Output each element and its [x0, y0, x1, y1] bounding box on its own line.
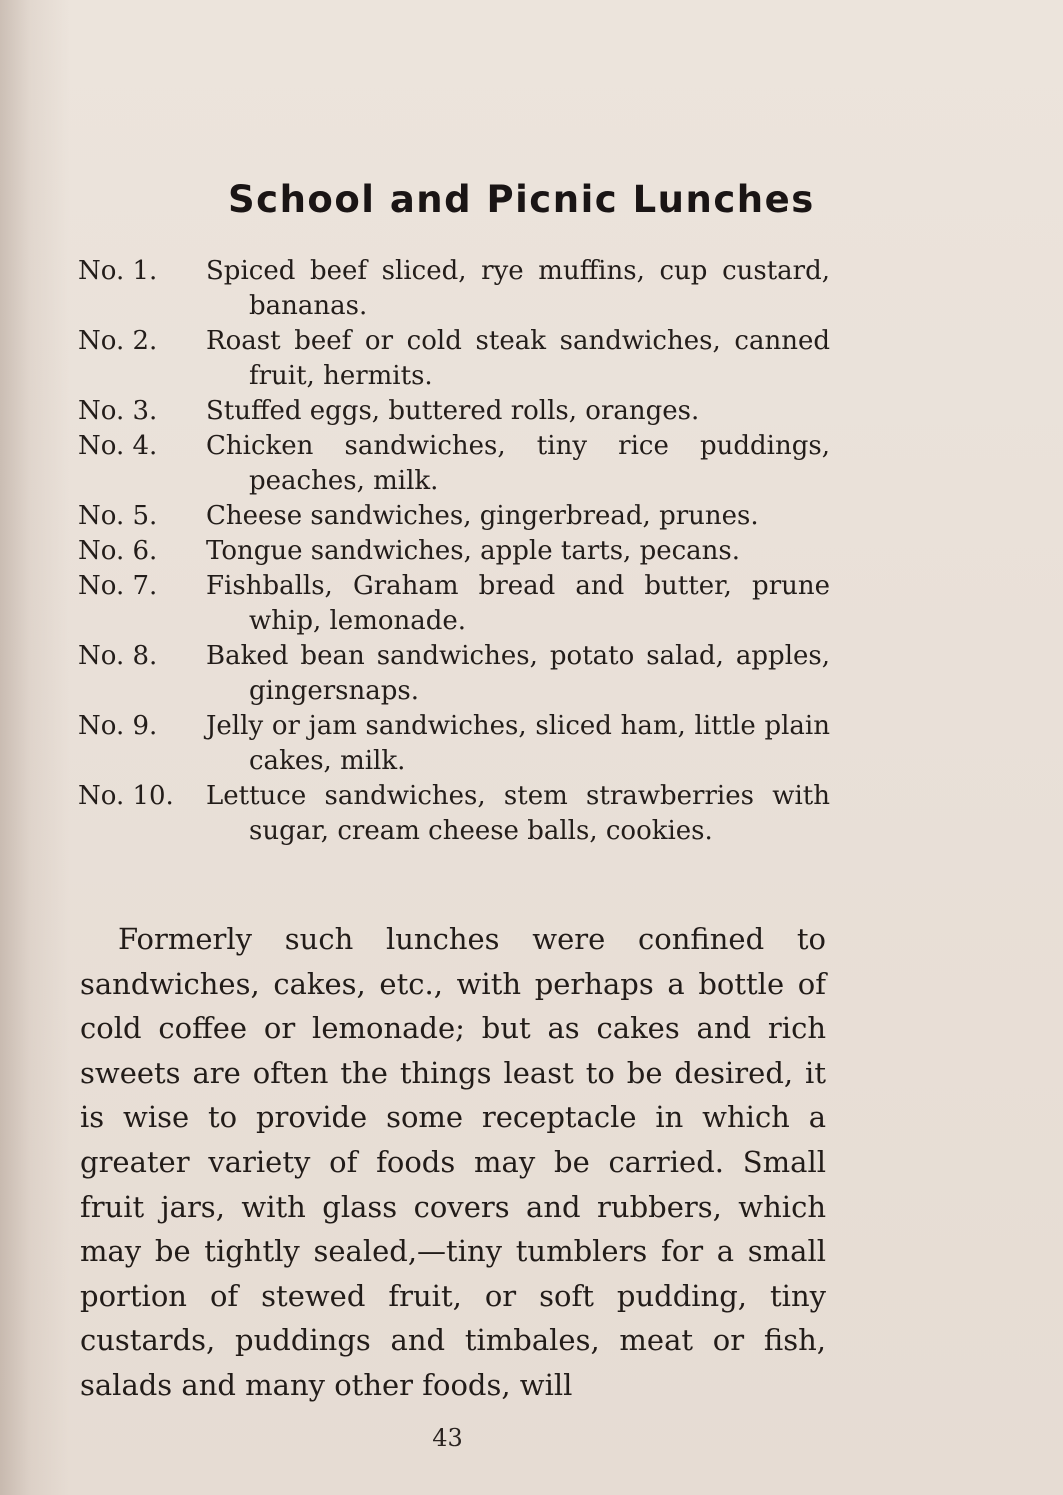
menu-number: No. 3.	[78, 396, 158, 426]
list-item	[78, 394, 830, 429]
menu-number: No. 5.	[78, 501, 158, 531]
menu-text: Roast beef or cold steak sandwiches, canned fruit, hermits.	[206, 326, 830, 391]
menu-number: No. 10.	[78, 781, 174, 811]
menu-number: No. 1.	[78, 256, 158, 286]
menu-text: Cheese sandwiches, gingerbread, prunes.	[206, 501, 759, 531]
menu-text: Jelly or jam sandwiches, sliced ham, little plain cakes, milk.	[206, 711, 830, 776]
list-item	[78, 429, 830, 499]
list-item	[78, 324, 830, 394]
list-item	[78, 254, 830, 324]
menu-number: No. 7.	[78, 571, 158, 601]
menu-number: No. 9.	[78, 711, 158, 741]
menu-text: Baked bean sandwiches, potato salad, apples, gingersnaps.	[206, 641, 830, 706]
list-item	[78, 499, 830, 534]
menu-number: No. 8.	[78, 641, 158, 671]
menu-text: Chicken sandwiches, tiny rice puddings, peaches, milk.	[206, 431, 830, 496]
page-number: 43	[432, 1424, 463, 1452]
menu-number: No. 6.	[78, 536, 158, 566]
menu-text: Spiced beef sliced, rye muffins, cup custard, bananas.	[206, 256, 830, 321]
list-item	[78, 709, 830, 779]
list-item	[78, 569, 830, 639]
list-item	[78, 779, 830, 849]
menu-text: Fishballs, Graham bread and butter, prune whip, lemonade.	[206, 571, 830, 636]
lunch-menu-list	[78, 254, 830, 849]
body-paragraph: Formerly such lunches were confined to sandwiches, cakes, etc., with perhaps a bottle of cold coffee or lemonade; but as cakes and rich sweets are often the things least to be desired, it is wise to provide some receptacle in which a greater variety of foods may be carried. Small fruit jars, with glass covers and rubbers, which may be tightly sealed,—tiny tumblers for a small portion of stewed fruit, or soft pudding, tiny custards, puddings and timbales, meat or fish, salads and many other foods, will	[80, 922, 826, 1402]
list-item	[78, 639, 830, 709]
menu-text: Tongue sandwiches, apple tarts, pecans.	[206, 536, 741, 566]
page-title: School and Picnic Lunches	[228, 178, 815, 221]
list-item	[78, 534, 830, 569]
menu-text: Lettuce sandwiches, stem strawberries with sugar, cream cheese balls, cookies.	[206, 781, 830, 846]
menu-number: No. 4.	[78, 431, 158, 461]
menu-number: No. 2.	[78, 326, 158, 356]
menu-text: Stuffed eggs, buttered rolls, oranges.	[206, 396, 700, 426]
